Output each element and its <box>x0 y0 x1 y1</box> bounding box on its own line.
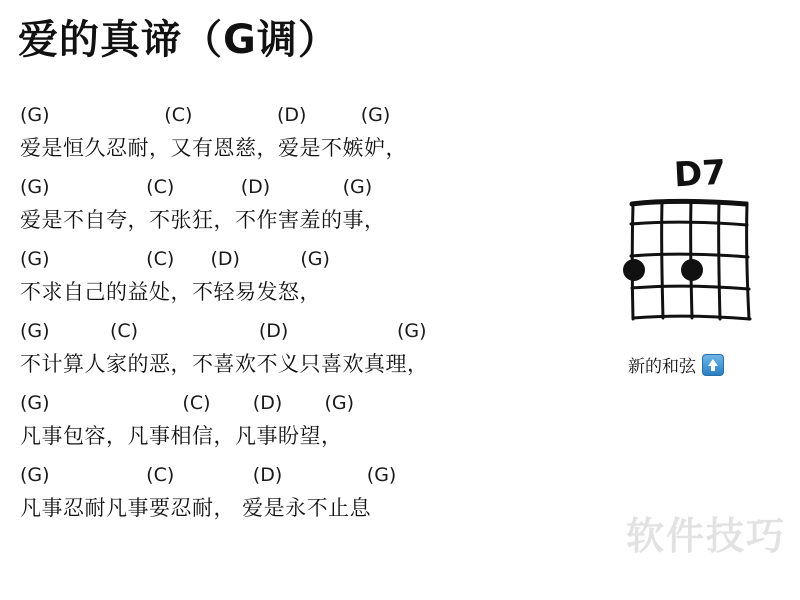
chord-caption <box>628 352 724 377</box>
chord-line: (G) (C) (D) (G) <box>20 176 373 198</box>
lyric-block <box>20 460 580 526</box>
lyric-line: 爱是不自夸，不张狂，不作害羞的事， <box>20 208 386 232</box>
lyric-line: 爱是恒久忍耐，又有恩慈，爱是不嫉妒， <box>20 136 407 160</box>
chord-name-label: D7 <box>672 152 727 196</box>
lyric-block <box>20 388 580 454</box>
chord-line: (G) (C) (D) (G) <box>20 320 427 342</box>
lyric-block <box>20 172 580 238</box>
lyric-line: 凡事忍耐凡事要忍耐， 爱是永不止息 <box>20 496 372 520</box>
chord-line: (G) (C) (D) (G) <box>20 248 330 270</box>
chord-line: (G) (C) (D) (G) <box>20 464 397 486</box>
chord-line: (G) (C) (D) (G) <box>20 392 355 414</box>
lyric-block <box>20 244 580 310</box>
lyric-block <box>20 100 580 166</box>
chord-diagram <box>612 152 772 360</box>
lyric-block <box>20 316 580 382</box>
arrow-up-icon <box>702 354 724 376</box>
lyric-line: 不求自己的益处，不轻易发怒， <box>20 280 321 304</box>
chord-caption-label: 新的和弦 <box>628 357 696 377</box>
lyrics-section <box>20 100 580 532</box>
chord-line: (G) (C) (D) (G) <box>20 104 391 126</box>
page-title: 爱的真谛（G调） <box>18 17 339 63</box>
watermark: 软件技巧 <box>625 514 786 558</box>
lyric-line: 不计算人家的恶，不喜欢不义只喜欢真理， <box>20 352 429 376</box>
lyric-line: 凡事包容，凡事相信，凡事盼望， <box>20 424 343 448</box>
